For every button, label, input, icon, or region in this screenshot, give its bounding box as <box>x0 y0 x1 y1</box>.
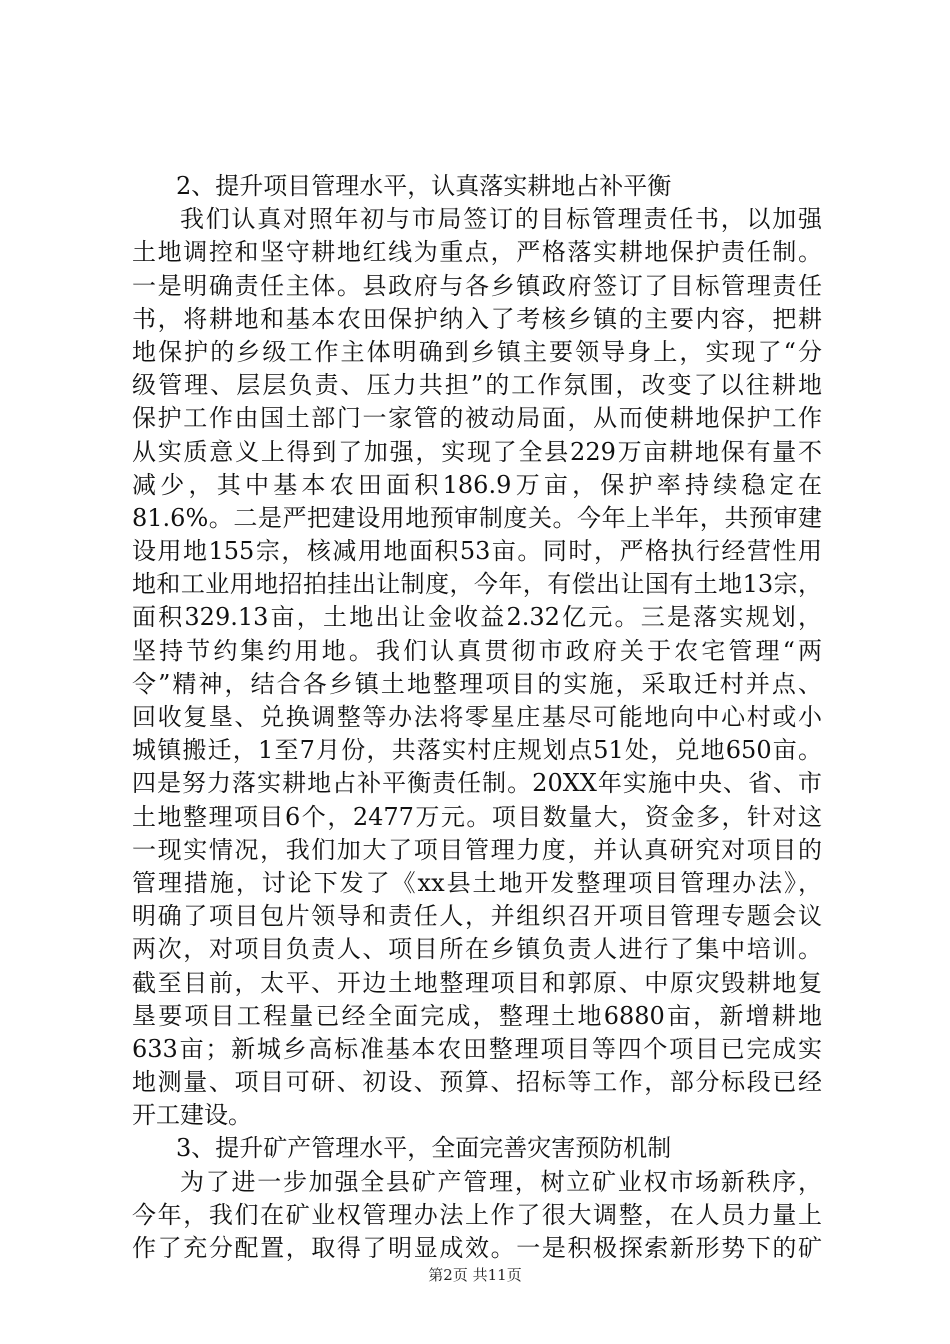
page-indicator: 第2页 共11页 <box>428 1266 522 1284</box>
paragraph-line: 设用地155宗，核减用地面积53亩。同时，严格执行经营性用 <box>132 537 822 566</box>
section-heading-3: 3、提升矿产管理水平，全面完善灾害预防机制 <box>176 1134 672 1163</box>
paragraph-line: 面积329.13亩，土地出让金收益2.32亿元。三是落实规划， <box>132 603 822 632</box>
paragraph-land-management <box>132 203 822 1132</box>
paragraph-line: 633亩；新城乡高标准基本农田整理项目等四个项目已完成实 <box>132 1034 822 1063</box>
paragraph-line: 减少，其中基本农田面积186.9万亩，保护率持续稳定在 <box>132 470 822 499</box>
paragraph-line: 土地整理项目6个，2477万元。项目数量大，资金多，针对这 <box>132 802 822 831</box>
paragraph-line: 作了充分配置，取得了明显成效。一是积极探索新形势下的矿 <box>132 1234 822 1262</box>
paragraph-line: 81.6%。二是严把建设用地预审制度关。今年上半年，共预审建 <box>132 503 822 532</box>
paragraph-line: 保护工作由国土部门一家管的被动局面，从而使耕地保护工作 <box>132 404 822 433</box>
paragraph-line: 从实质意义上得到了加强，实现了全县229万亩耕地保有量不 <box>132 437 822 466</box>
paragraph-line: 管理措施，讨论下发了《xx县土地开发整理项目管理办法》， <box>132 868 822 897</box>
document-body <box>132 170 822 1265</box>
paragraph-mineral-management <box>132 1166 822 1266</box>
paragraph-line: 一是明确责任主体。县政府与各乡镇政府签订了目标管理责任 <box>132 271 822 300</box>
paragraph-line: 地保护的乡级工作主体明确到乡镇主要领导身上，实现了“分 <box>132 337 822 366</box>
paragraph-line: 明确了项目包片领导和责任人，并组织召开项目管理专题会议 <box>132 902 822 931</box>
paragraph-line: 城镇搬迁，1至7月份，共落实村庄规划点51处，兑地650亩。 <box>132 736 822 765</box>
paragraph-line: 为了进一步加强全县矿产管理，树立矿业权市场新秩序， <box>180 1167 822 1196</box>
paragraph-line: 两次，对项目负责人、项目所在乡镇负责人进行了集中培训。 <box>132 935 822 964</box>
paragraph-line: 地和工业用地招拍挂出让制度，今年，有偿出让国有土地13宗， <box>132 570 822 599</box>
paragraph-line: 我们认真对照年初与市局签订的目标管理责任书，以加强 <box>180 205 822 234</box>
paragraph-line: 垦要项目工程量已经全面完成，整理土地6880亩，新增耕地 <box>132 1001 822 1030</box>
paragraph-line: 坚持节约集约用地。我们认真贯彻市政府关于农宅管理“两 <box>132 636 822 665</box>
paragraph-line: 一现实情况，我们加大了项目管理力度，并认真研究对项目的 <box>132 835 822 864</box>
paragraph-line: 回收复垦、兑换调整等办法将零星庄基尽可能地向中心村或小 <box>132 703 822 731</box>
paragraph-line: 截至目前，太平、开边土地整理项目和郭原、中原灾毁耕地复 <box>132 968 822 997</box>
section-heading-2: 2、提升项目管理水平，认真落实耕地占补平衡 <box>176 172 672 200</box>
paragraph-line: 今年，我们在矿业权管理办法上作了很大调整，在人员力量上 <box>132 1200 822 1229</box>
paragraph-line: 令”精神，结合各乡镇土地整理项目的实施，采取迁村并点、 <box>132 669 822 698</box>
paragraph-line: 级管理、层层负责、压力共担”的工作氛围，改变了以往耕地 <box>132 371 822 400</box>
paragraph-line: 开工建设。 <box>132 1101 252 1130</box>
paragraph-line: 地测量、项目可研、初设、预算、招标等工作，部分标段已经 <box>132 1068 822 1097</box>
paragraph-line: 四是努力落实耕地占补平衡责任制。20XX年实施中央、省、市 <box>132 769 822 798</box>
paragraph-line: 土地调控和坚守耕地红线为重点，严格落实耕地保护责任制。 <box>132 238 822 267</box>
paragraph-line: 书，将耕地和基本农田保护纳入了考核乡镇的主要内容，把耕 <box>132 304 822 333</box>
